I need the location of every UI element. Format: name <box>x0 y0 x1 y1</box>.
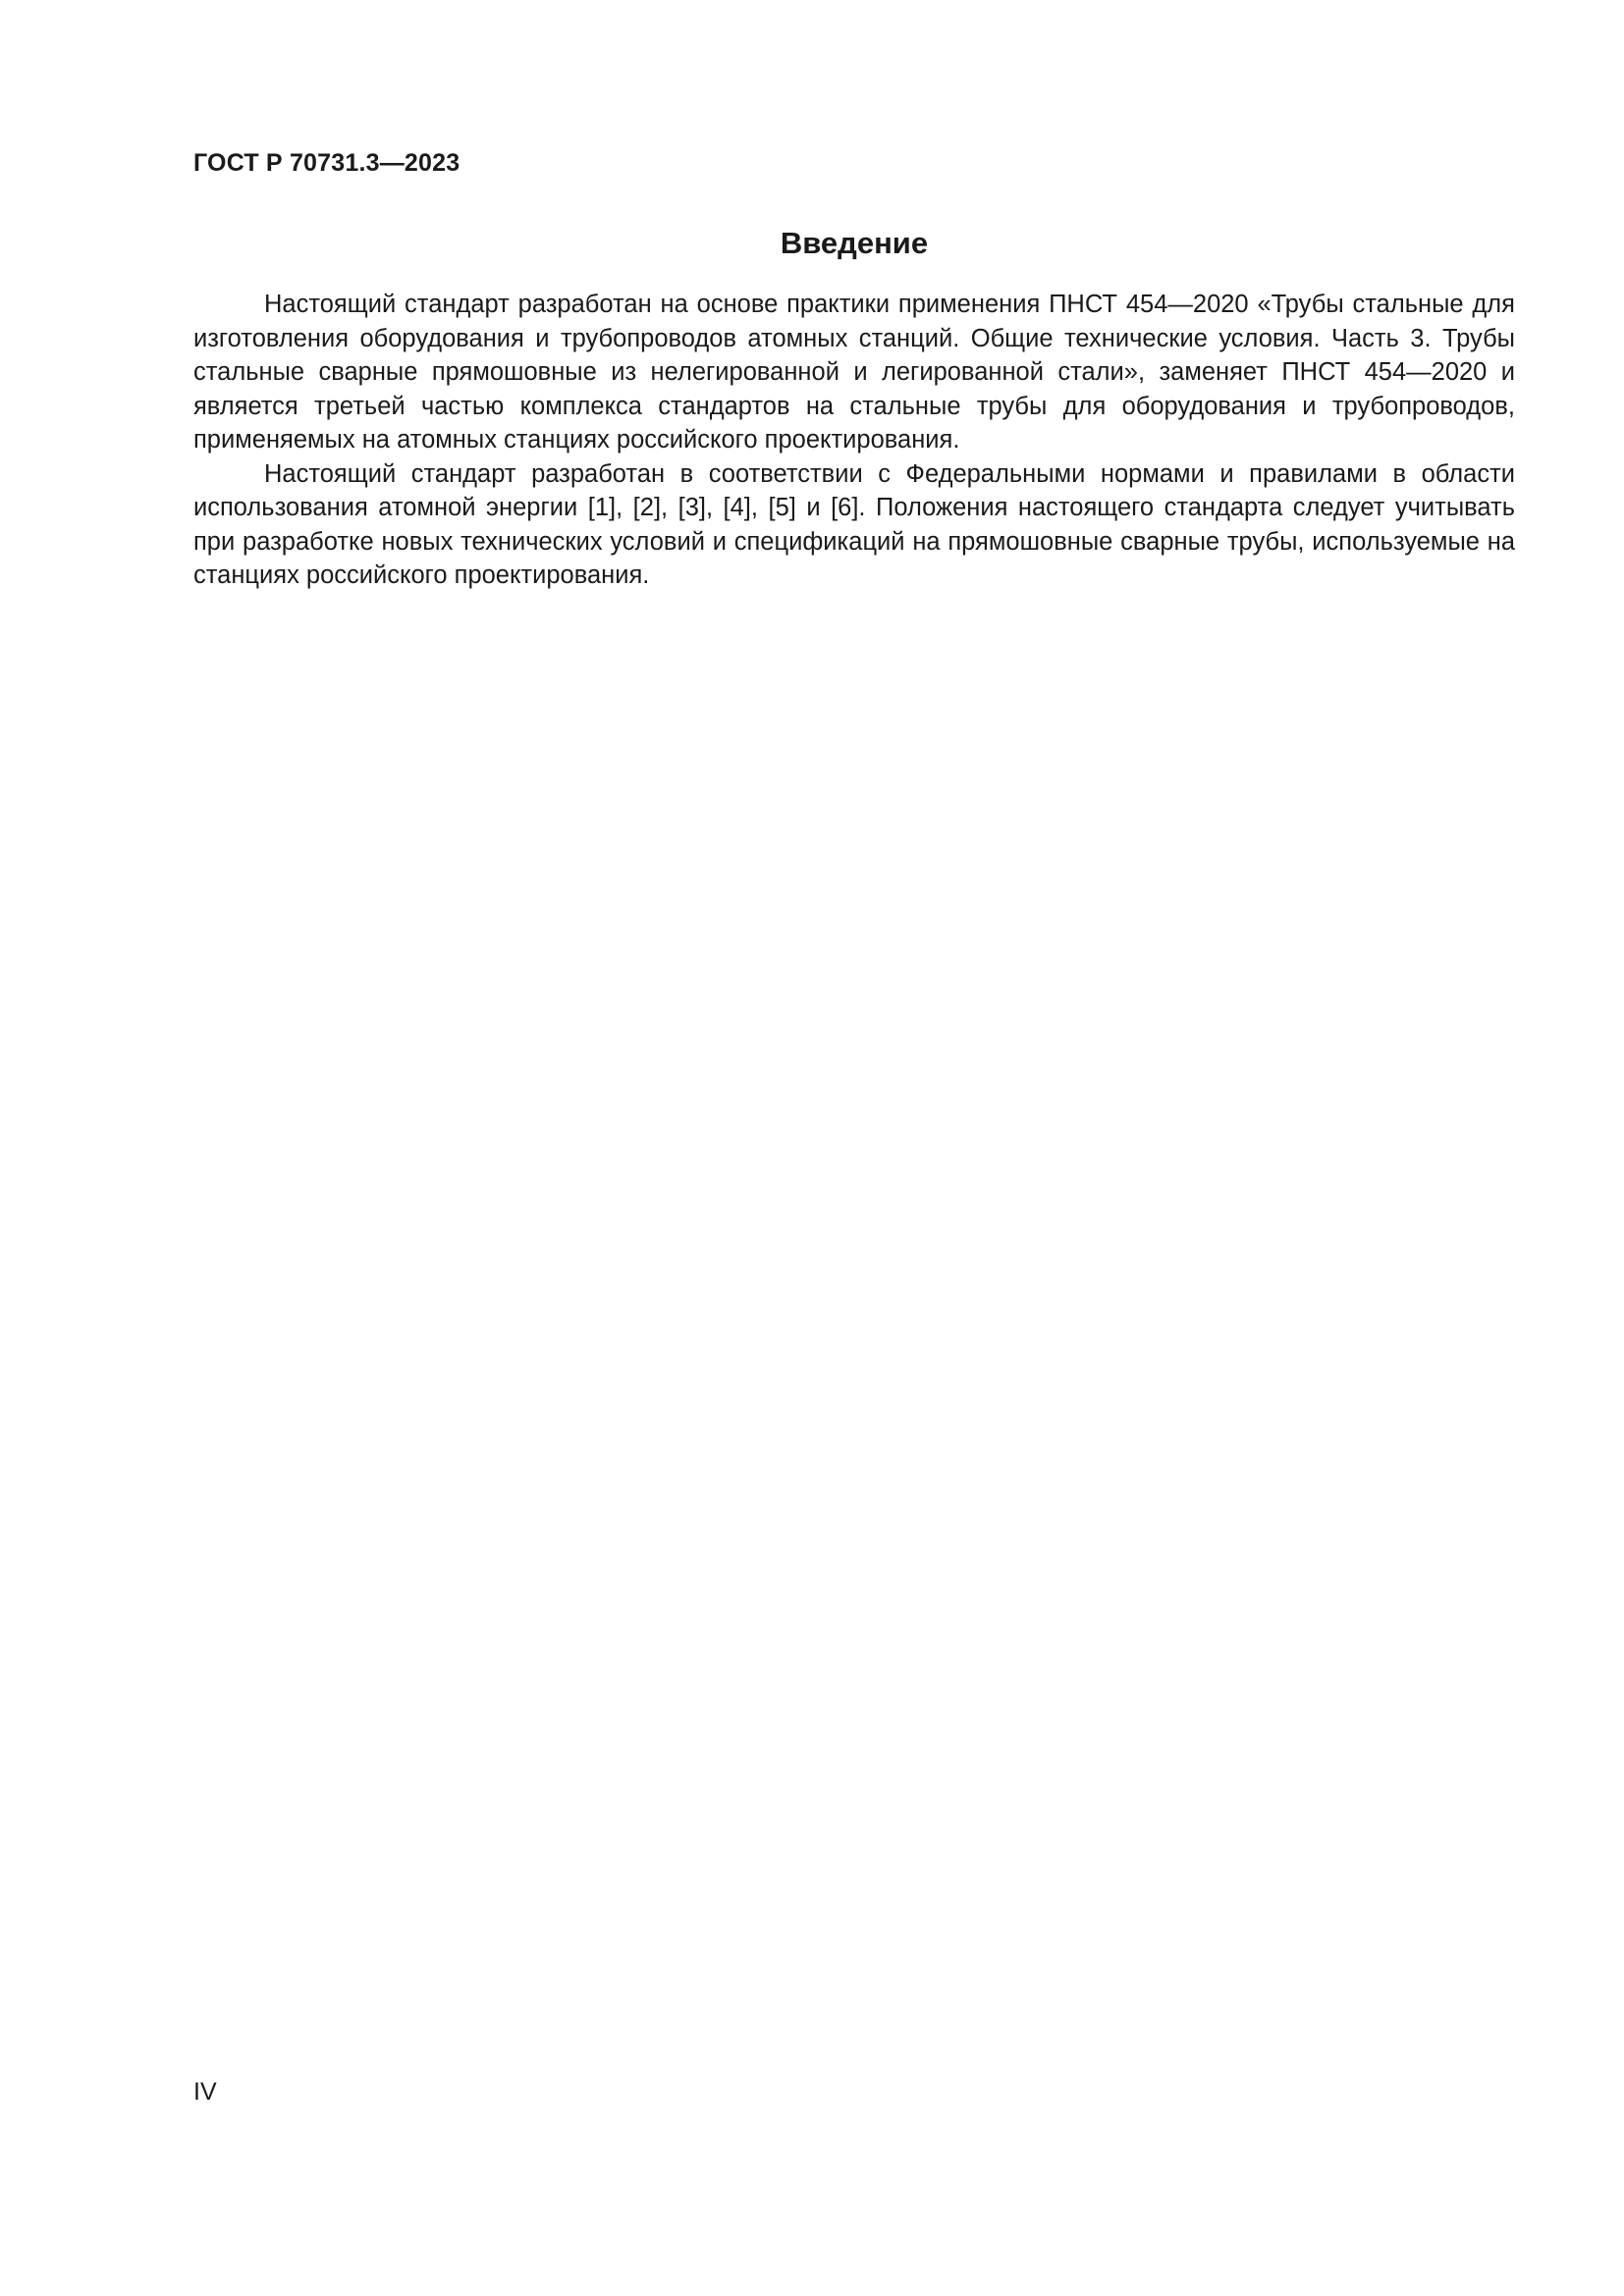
body-text <box>193 288 1515 593</box>
section-title: Введение <box>780 226 929 260</box>
paragraph: Настоящий стандарт разработан на основе практики применения ПНСТ 454—2020 «Трубы стальные для изготовления оборудования и трубопроводов атомных станций. Общие технические условия. Часть 3. Трубы стальные сварные прямошовные из нелегированной и легированной стали», заменяет ПНСТ 454—2020 и является третьей частью комплекса стандартов на стальные трубы для оборудования и трубопроводов, применяемых на атомных станциях российского проектирования. <box>193 291 1515 454</box>
page-number: IV <box>193 2078 217 2106</box>
paragraph: Настоящий стандарт разработан в соответствии с Федеральными нормами и правилами в области использования атомной энергии [1], [2], [3], [4], [5] и [6]. Положения настоящего стандарта следует учитывать при разработке новых технических условий и спецификаций на прямошовные сварные трубы, используемые на станциях российского проектирования. <box>193 459 1515 589</box>
document-header: ГОСТ Р 70731.3—2023 <box>193 149 460 177</box>
